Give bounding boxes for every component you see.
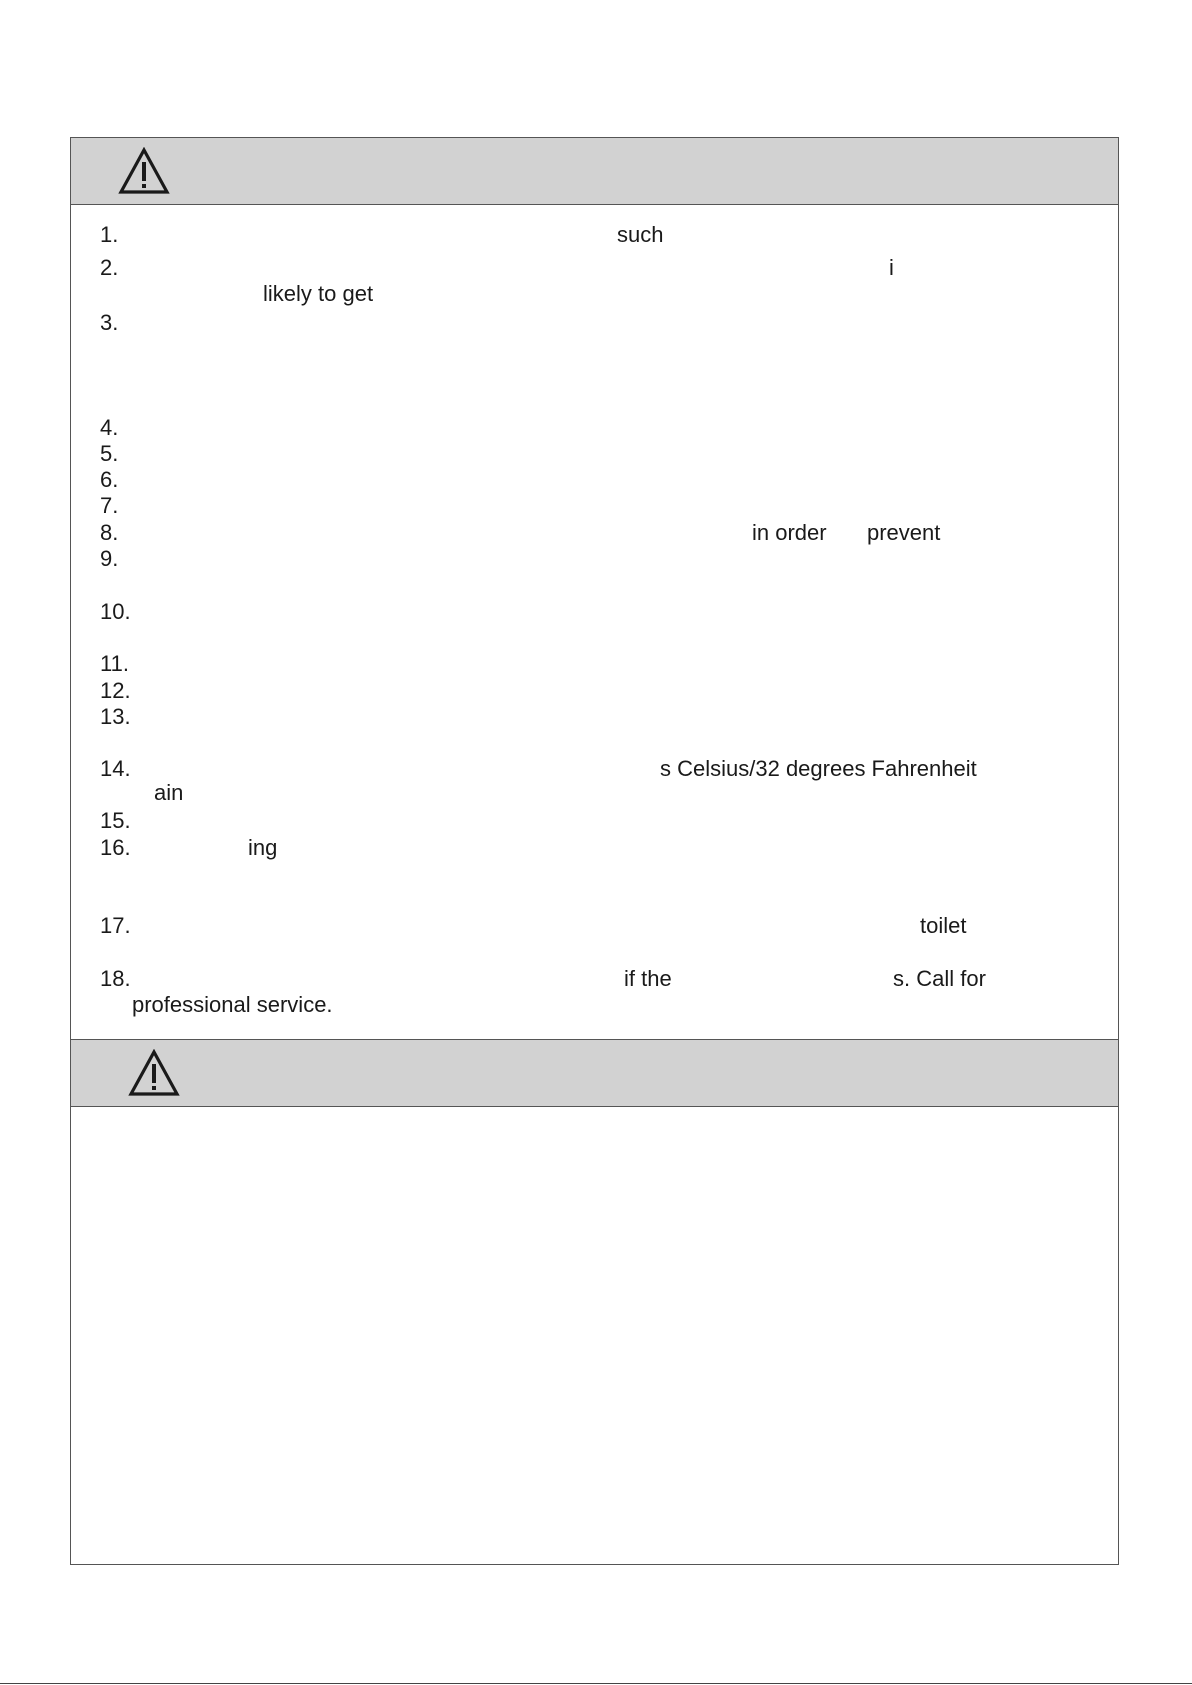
list-item bbox=[71, 913, 1118, 939]
item-text-fragment: ing bbox=[248, 835, 278, 860]
item-number: 9. bbox=[100, 546, 119, 571]
list-item bbox=[71, 310, 1118, 336]
caution-body bbox=[71, 1107, 1118, 1564]
item-number: 13. bbox=[100, 704, 131, 729]
item-number: 3. bbox=[100, 310, 119, 335]
page-bottom-rule bbox=[0, 1683, 1192, 1684]
item-number: 10. bbox=[100, 599, 131, 624]
item-number: 5. bbox=[100, 441, 119, 466]
list-item bbox=[71, 835, 1118, 861]
list-item bbox=[71, 678, 1118, 704]
item-number: 2. bbox=[100, 255, 119, 280]
item-text-fragment: if the bbox=[624, 966, 672, 991]
item-number: 12. bbox=[100, 678, 131, 703]
list-item bbox=[71, 441, 1118, 467]
list-item bbox=[71, 493, 1118, 519]
item-text-fragment: in order bbox=[752, 520, 827, 545]
list-item bbox=[71, 808, 1118, 834]
list-item bbox=[71, 467, 1118, 493]
safety-notice-frame bbox=[70, 137, 1119, 1565]
list-item bbox=[71, 546, 1118, 572]
item-number: 17. bbox=[100, 913, 131, 938]
item-text-fragment: s Celsius/32 degrees Fahrenheit bbox=[660, 756, 977, 781]
list-item bbox=[71, 651, 1118, 677]
item-text-fragment: s. Call for bbox=[893, 966, 986, 991]
item-number: 7. bbox=[100, 493, 119, 518]
item-text-fragment: prevent bbox=[867, 520, 941, 545]
list-item bbox=[71, 520, 1118, 546]
list-item bbox=[71, 704, 1118, 730]
item-number: 6. bbox=[100, 467, 119, 492]
item-text-fragment: such bbox=[617, 222, 664, 247]
item-number: 14. bbox=[100, 756, 131, 781]
list-item bbox=[71, 415, 1118, 441]
item-number: 18. bbox=[100, 966, 131, 991]
list-item bbox=[71, 222, 1118, 248]
item-text-fragment: ain bbox=[154, 780, 184, 805]
item-number: 11. bbox=[100, 651, 129, 676]
list-item bbox=[71, 599, 1118, 625]
item-number: 1. bbox=[100, 222, 119, 247]
item-number: 16. bbox=[100, 835, 131, 860]
item-number: 8. bbox=[100, 520, 119, 545]
caution-header-band bbox=[71, 1039, 1118, 1107]
item-number: 4. bbox=[100, 415, 119, 440]
list-item bbox=[71, 966, 1118, 1017]
item-text-fragment: toilet bbox=[920, 913, 967, 938]
warning-triangle-icon bbox=[128, 1049, 180, 1097]
item-text-fragment: professional service. bbox=[132, 992, 333, 1017]
item-number: 15. bbox=[100, 808, 131, 833]
item-text-fragment: i bbox=[889, 255, 894, 280]
item-text-fragment: likely to get bbox=[263, 281, 374, 306]
list-item bbox=[71, 255, 1118, 306]
list-item bbox=[71, 756, 1118, 805]
